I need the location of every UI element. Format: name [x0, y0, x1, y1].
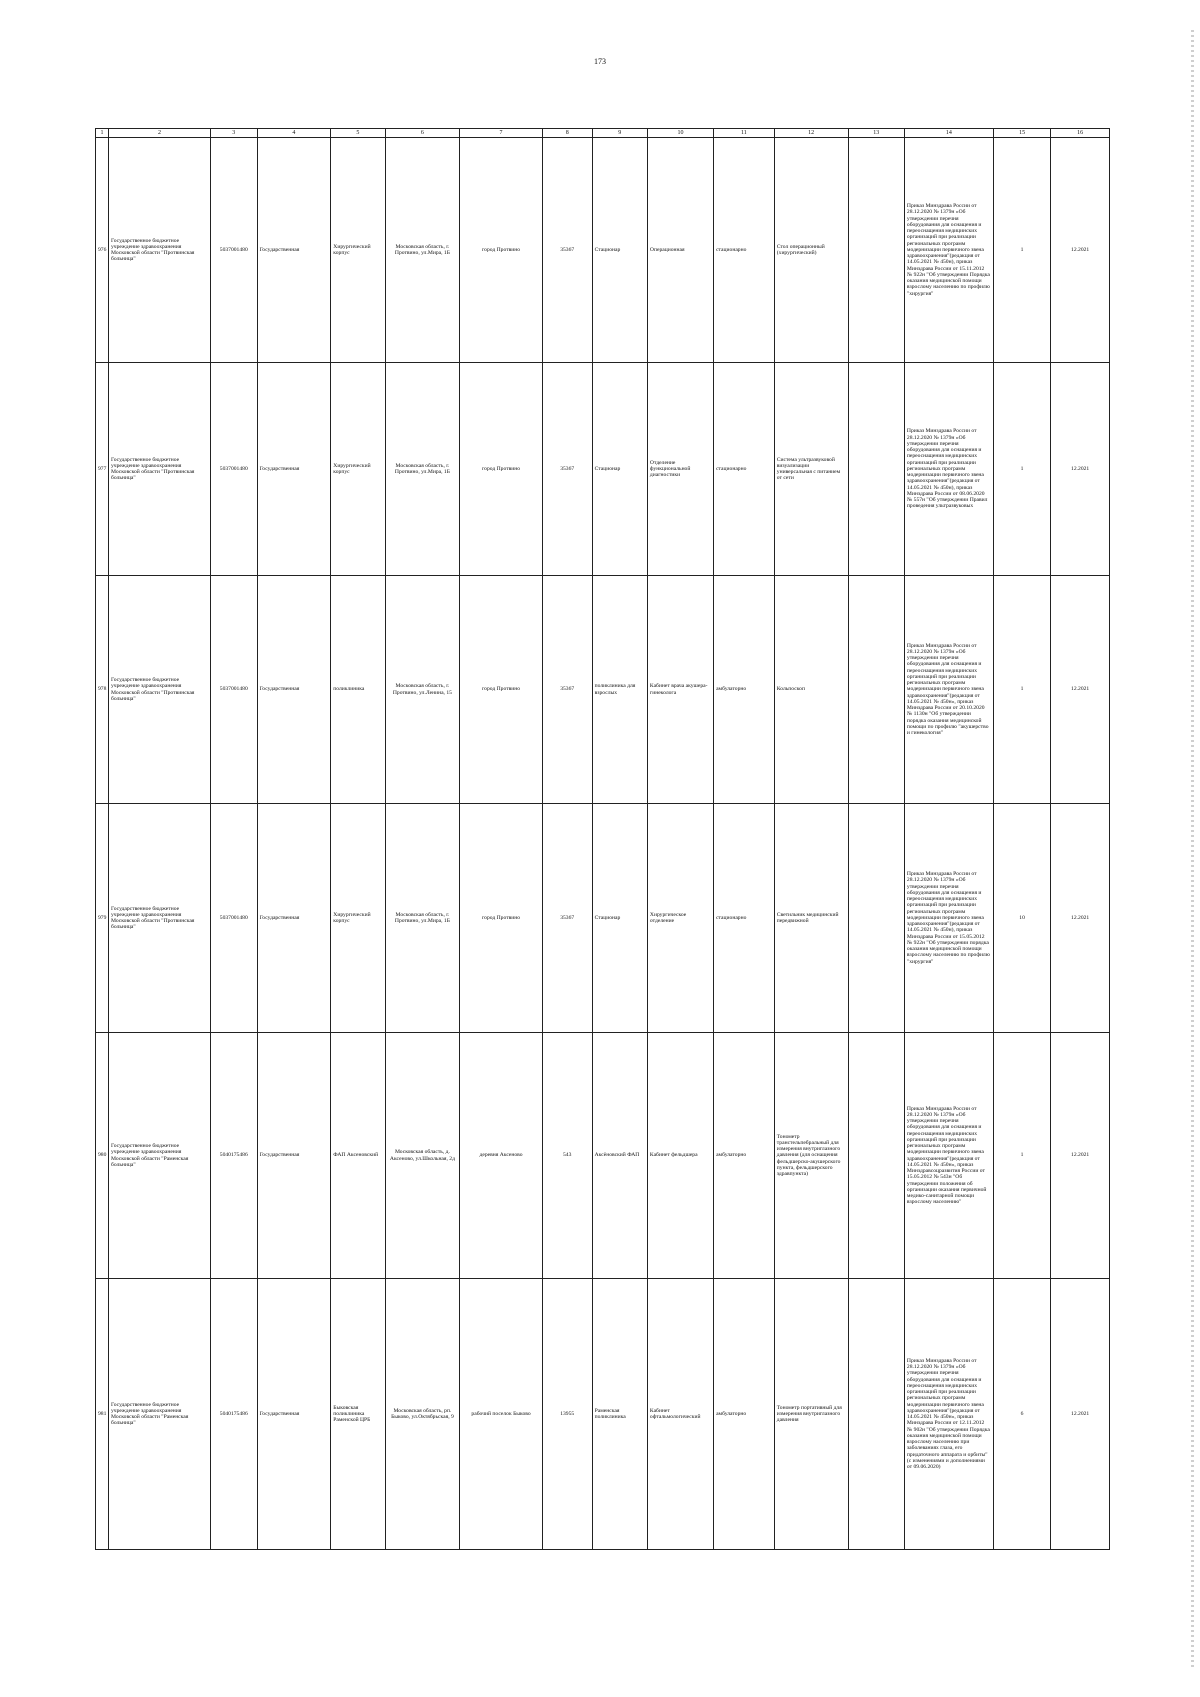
column-header: 12: [774, 129, 848, 138]
table-row: [96, 1279, 1110, 1550]
legal-basis-cell: [904, 138, 993, 363]
legal-basis-cell: [904, 1279, 993, 1550]
settlement-code: 35367: [542, 804, 592, 1033]
quantity: 1: [993, 138, 1050, 363]
table-row: [96, 804, 1110, 1033]
unit-name: Стационар: [592, 363, 647, 576]
ownership-form: Государственная: [257, 804, 331, 1033]
column-header: 16: [1051, 129, 1110, 138]
ownership-form: Государственная: [257, 1033, 331, 1279]
settlement-code: 13955: [542, 1279, 592, 1550]
ownership-form: Государственная: [257, 138, 331, 363]
settlement: город Протвино: [460, 138, 542, 363]
organization-name: Государственное бюджетное учреждение здравоохранения Московской области "Протвинская больница": [109, 138, 211, 363]
empty-cell: [848, 138, 904, 363]
department-name: Кабинет врача акушера-гинеколога: [647, 576, 713, 804]
legal-basis-text: Приказ Минздрава России от 28.12.2020 № 1379н «Об утверждении перечня оборудования для оснащения и переоснащения медицинских организаций при реализации региональных программ модернизации первичного звена здравоохранения"(редакция от 14.05.2021 № 450н), приказ Минздрава России от 15.05.2012 № 922н "Об утверждении порядка оказания медицинской помощи взрослому населению по профилю "хирургия": [906, 871, 990, 965]
department-name: Отделение функциональной диагностики: [647, 363, 713, 576]
column-header: 14: [904, 129, 993, 138]
address: Московская область, г. Протвино, ул.Ленина, 15: [385, 576, 460, 804]
building-name: поликлиника: [331, 576, 385, 804]
column-header: 9: [592, 129, 647, 138]
column-header: 1: [96, 129, 109, 138]
building-name: Хирургический корпус: [331, 363, 385, 576]
legal-basis-cell: [904, 576, 993, 804]
organization-name: Государственное бюджетное учреждение здравоохранения Московской области "Протвинская больница": [109, 576, 211, 804]
care-conditions: стационарно: [714, 138, 775, 363]
settlement: рабочий поселок Быково: [460, 1279, 542, 1550]
settlement-code: 35367: [542, 576, 592, 804]
legal-basis-cell: [904, 804, 993, 1033]
table-row: [96, 363, 1110, 576]
unit-name: Раменская поликлиника: [592, 1279, 647, 1550]
care-conditions: амбулаторно: [714, 1033, 775, 1279]
column-header: 8: [542, 129, 592, 138]
organization-name: Государственное бюджетное учреждение здравоохранения Московской области "Раменская больница": [109, 1033, 211, 1279]
settlement-code: 35367: [542, 138, 592, 363]
table-row: [96, 1033, 1110, 1279]
column-header: 4: [257, 129, 331, 138]
organization-name: Государственное бюджетное учреждение здравоохранения Московской области "Протвинская больница": [109, 804, 211, 1033]
inn-code: 5037001480: [210, 138, 257, 363]
legal-basis-text: Приказ Минздрава России от 28.12.2020 № 1379н «Об утверждении перечня оборудования для оснащения и переоснащения медицинских организаций при реализации региональных программ модернизации первичного звена здравоохранения"(редакция от 14.05.2021 № 450н», приказ Минздрава России от 12.11.2012 № 902н "Об утверждении Порядка оказания медицинской помощи взрослому населению при заболеваниях глаза, его придаточного аппарата и орбиты" (с изменениями и дополнениями от 09.06.2020): [906, 1357, 990, 1470]
address: Московская область, д. Аксеново, ул.Школьная, 2д: [385, 1033, 460, 1279]
equipment-name: Тонометр транстельпебральный для измерения внутриглазного давления (для оснащения фельдшерско-акушерского пункта, фельдшерского здравпункта): [774, 1033, 848, 1279]
row-number: 976: [96, 138, 109, 363]
inn-code: 5040175486: [210, 1033, 257, 1279]
ownership-form: Государственная: [257, 1279, 331, 1550]
unit-name: поликлиника для взрослых: [592, 576, 647, 804]
delivery-date: 12.2021: [1051, 1033, 1110, 1279]
legal-basis-text: Приказ Минздрава России от 28.12.2020 № 1379н «Об утверждении перечня оборудования для оснащения и переоснащения медицинских организаций при реализации региональных программ модернизации первичного звена здравоохранения"(редакция от 14.05.2021 № 450н», приказ Минздрава России от 20.10.2020 № 1130н "Об утверждении порядка оказания медицинской помощи по профилю "акушерство и гинекология": [906, 642, 989, 737]
column-header: 10: [647, 129, 713, 138]
address: Московская область, г. Протвино, ул.Мира, 1Б: [385, 804, 460, 1033]
department-name: Кабинет фельдшера: [647, 1033, 713, 1279]
building-name: Хирургический корпус: [331, 804, 385, 1033]
address: Московская область, рп. Быково, ул.Октябрьская, 9: [385, 1279, 460, 1550]
row-number: 981: [96, 1279, 109, 1550]
quantity: 6: [993, 1279, 1050, 1550]
column-header: 11: [714, 129, 775, 138]
legal-basis-text: Приказ Минздрава России от 28.12.2020 № 1379н «Об утверждении перечня оборудования для оснащения и переоснащения медицинских организаций при реализации региональных программ модернизации первичного звена здравоохранения"(редакция от 14.05.2021 № 450н), приказ Минздрава России от 15.11.2012 № 922н "Об утверждении Порядка оказания медицинской помощи взрослому населению по профилю "хирургия": [906, 203, 990, 297]
table-row: [96, 576, 1110, 804]
scan-edge-artifact: [1191, 30, 1194, 1670]
settlement: деревня Аксеново: [460, 1033, 542, 1279]
column-header: 15: [993, 129, 1050, 138]
building-name: Хирургический корпус: [331, 138, 385, 363]
ownership-form: Государственная: [257, 576, 331, 804]
table-row: [96, 138, 1110, 363]
department-name: Хирургическое отделение: [647, 804, 713, 1033]
legal-basis-text: Приказ Минздрава России от 28.12.2020 № 1379н «Об утверждении перечня оборудования для оснащения и переоснащения медицинских организаций при реализации региональных программ модернизации первичного звена здравоохранения"(редакция от 14.05.2021 № 450н», приказ Минздравсоцразвития России от 15.05.2012 № 543н "Об утверждении положения об организации оказания первичной медико-санитарной помощи взрослому населению": [906, 1105, 987, 1206]
address: Московская область, г. Протвино, ул.Мира, 1Б: [385, 138, 460, 363]
settlement-code: 35367: [542, 363, 592, 576]
quantity: 1: [993, 576, 1050, 804]
quantity: 1: [993, 1033, 1050, 1279]
column-header: 2: [109, 129, 211, 138]
column-number-row: [96, 129, 1110, 138]
department-name: Операционная: [647, 138, 713, 363]
column-header: 5: [331, 129, 385, 138]
address: Московская область, г. Протвино, ул.Мира, 1Б: [385, 363, 460, 576]
care-conditions: амбулаторно: [714, 576, 775, 804]
column-header: 13: [848, 129, 904, 138]
row-number: 980: [96, 1033, 109, 1279]
inn-code: 5040175486: [210, 1279, 257, 1550]
legal-basis-cell: [904, 1033, 993, 1279]
row-number: 979: [96, 804, 109, 1033]
equipment-name: Светильник медицинский передвижной: [774, 804, 848, 1033]
empty-cell: [848, 1033, 904, 1279]
column-header: 6: [385, 129, 460, 138]
ownership-form: Государственная: [257, 363, 331, 576]
delivery-date: 12.2021: [1051, 363, 1110, 576]
inn-code: 5037001480: [210, 804, 257, 1033]
inn-code: 5037001480: [210, 576, 257, 804]
settlement-code: 543: [542, 1033, 592, 1279]
unit-name: Стационар: [592, 138, 647, 363]
care-conditions: стационарно: [714, 363, 775, 576]
organization-name: Государственное бюджетное учреждение здравоохранения Московской области "Раменская больница": [109, 1279, 211, 1550]
equipment-name: Кольпоскоп: [774, 576, 848, 804]
column-header: 7: [460, 129, 542, 138]
empty-cell: [848, 1279, 904, 1550]
page-number: 173: [594, 57, 606, 66]
unit-name: Аксёновский ФАП: [592, 1033, 647, 1279]
settlement: город Протвино: [460, 363, 542, 576]
delivery-date: 12.2021: [1051, 1279, 1110, 1550]
building-name: ФАП Аксеновский: [331, 1033, 385, 1279]
column-header: 3: [210, 129, 257, 138]
equipment-register-table: [95, 128, 1110, 1550]
building-name: Быковская поликлиника Раменской ЦРБ: [331, 1279, 385, 1550]
department-name: Кабинет офтальмологический: [647, 1279, 713, 1550]
row-number: 978: [96, 576, 109, 804]
settlement: город Протвино: [460, 576, 542, 804]
inn-code: 5037001480: [210, 363, 257, 576]
row-number: 977: [96, 363, 109, 576]
empty-cell: [848, 804, 904, 1033]
delivery-date: 12.2021: [1051, 138, 1110, 363]
equipment-name: Тонометр портативный для измерения внутриглазного давления: [774, 1279, 848, 1550]
care-conditions: стационарно: [714, 804, 775, 1033]
unit-name: Стационар: [592, 804, 647, 1033]
legal-basis-text: Приказ Минздрава России от 28.12.2020 № 1379н «Об утверждении перечня оборудования для оснащения и переоснащения медицинских организаций при реализации региональных программ модернизации первичного звена здравоохранения"(редакция от 14.05.2021 № 450н), приказ Минздрава России от 08.06.2020 № 557н "Об утверждении Правил проведения ультразвуковых: [906, 428, 988, 510]
equipment-name: Стол операционный (хирургический): [774, 138, 848, 363]
delivery-date: 12.2021: [1051, 804, 1110, 1033]
quantity: 10: [993, 804, 1050, 1033]
organization-name: Государственное бюджетное учреждение здравоохранения Московской области "Протвинская больница": [109, 363, 211, 576]
empty-cell: [848, 363, 904, 576]
empty-cell: [848, 576, 904, 804]
care-conditions: амбулаторно: [714, 1279, 775, 1550]
quantity: 1: [993, 363, 1050, 576]
settlement: город Протвино: [460, 804, 542, 1033]
equipment-name: Система ультразвуковой визуализации универсальная с питанием от сети: [774, 363, 848, 576]
delivery-date: 12.2021: [1051, 576, 1110, 804]
legal-basis-cell: [904, 363, 993, 576]
